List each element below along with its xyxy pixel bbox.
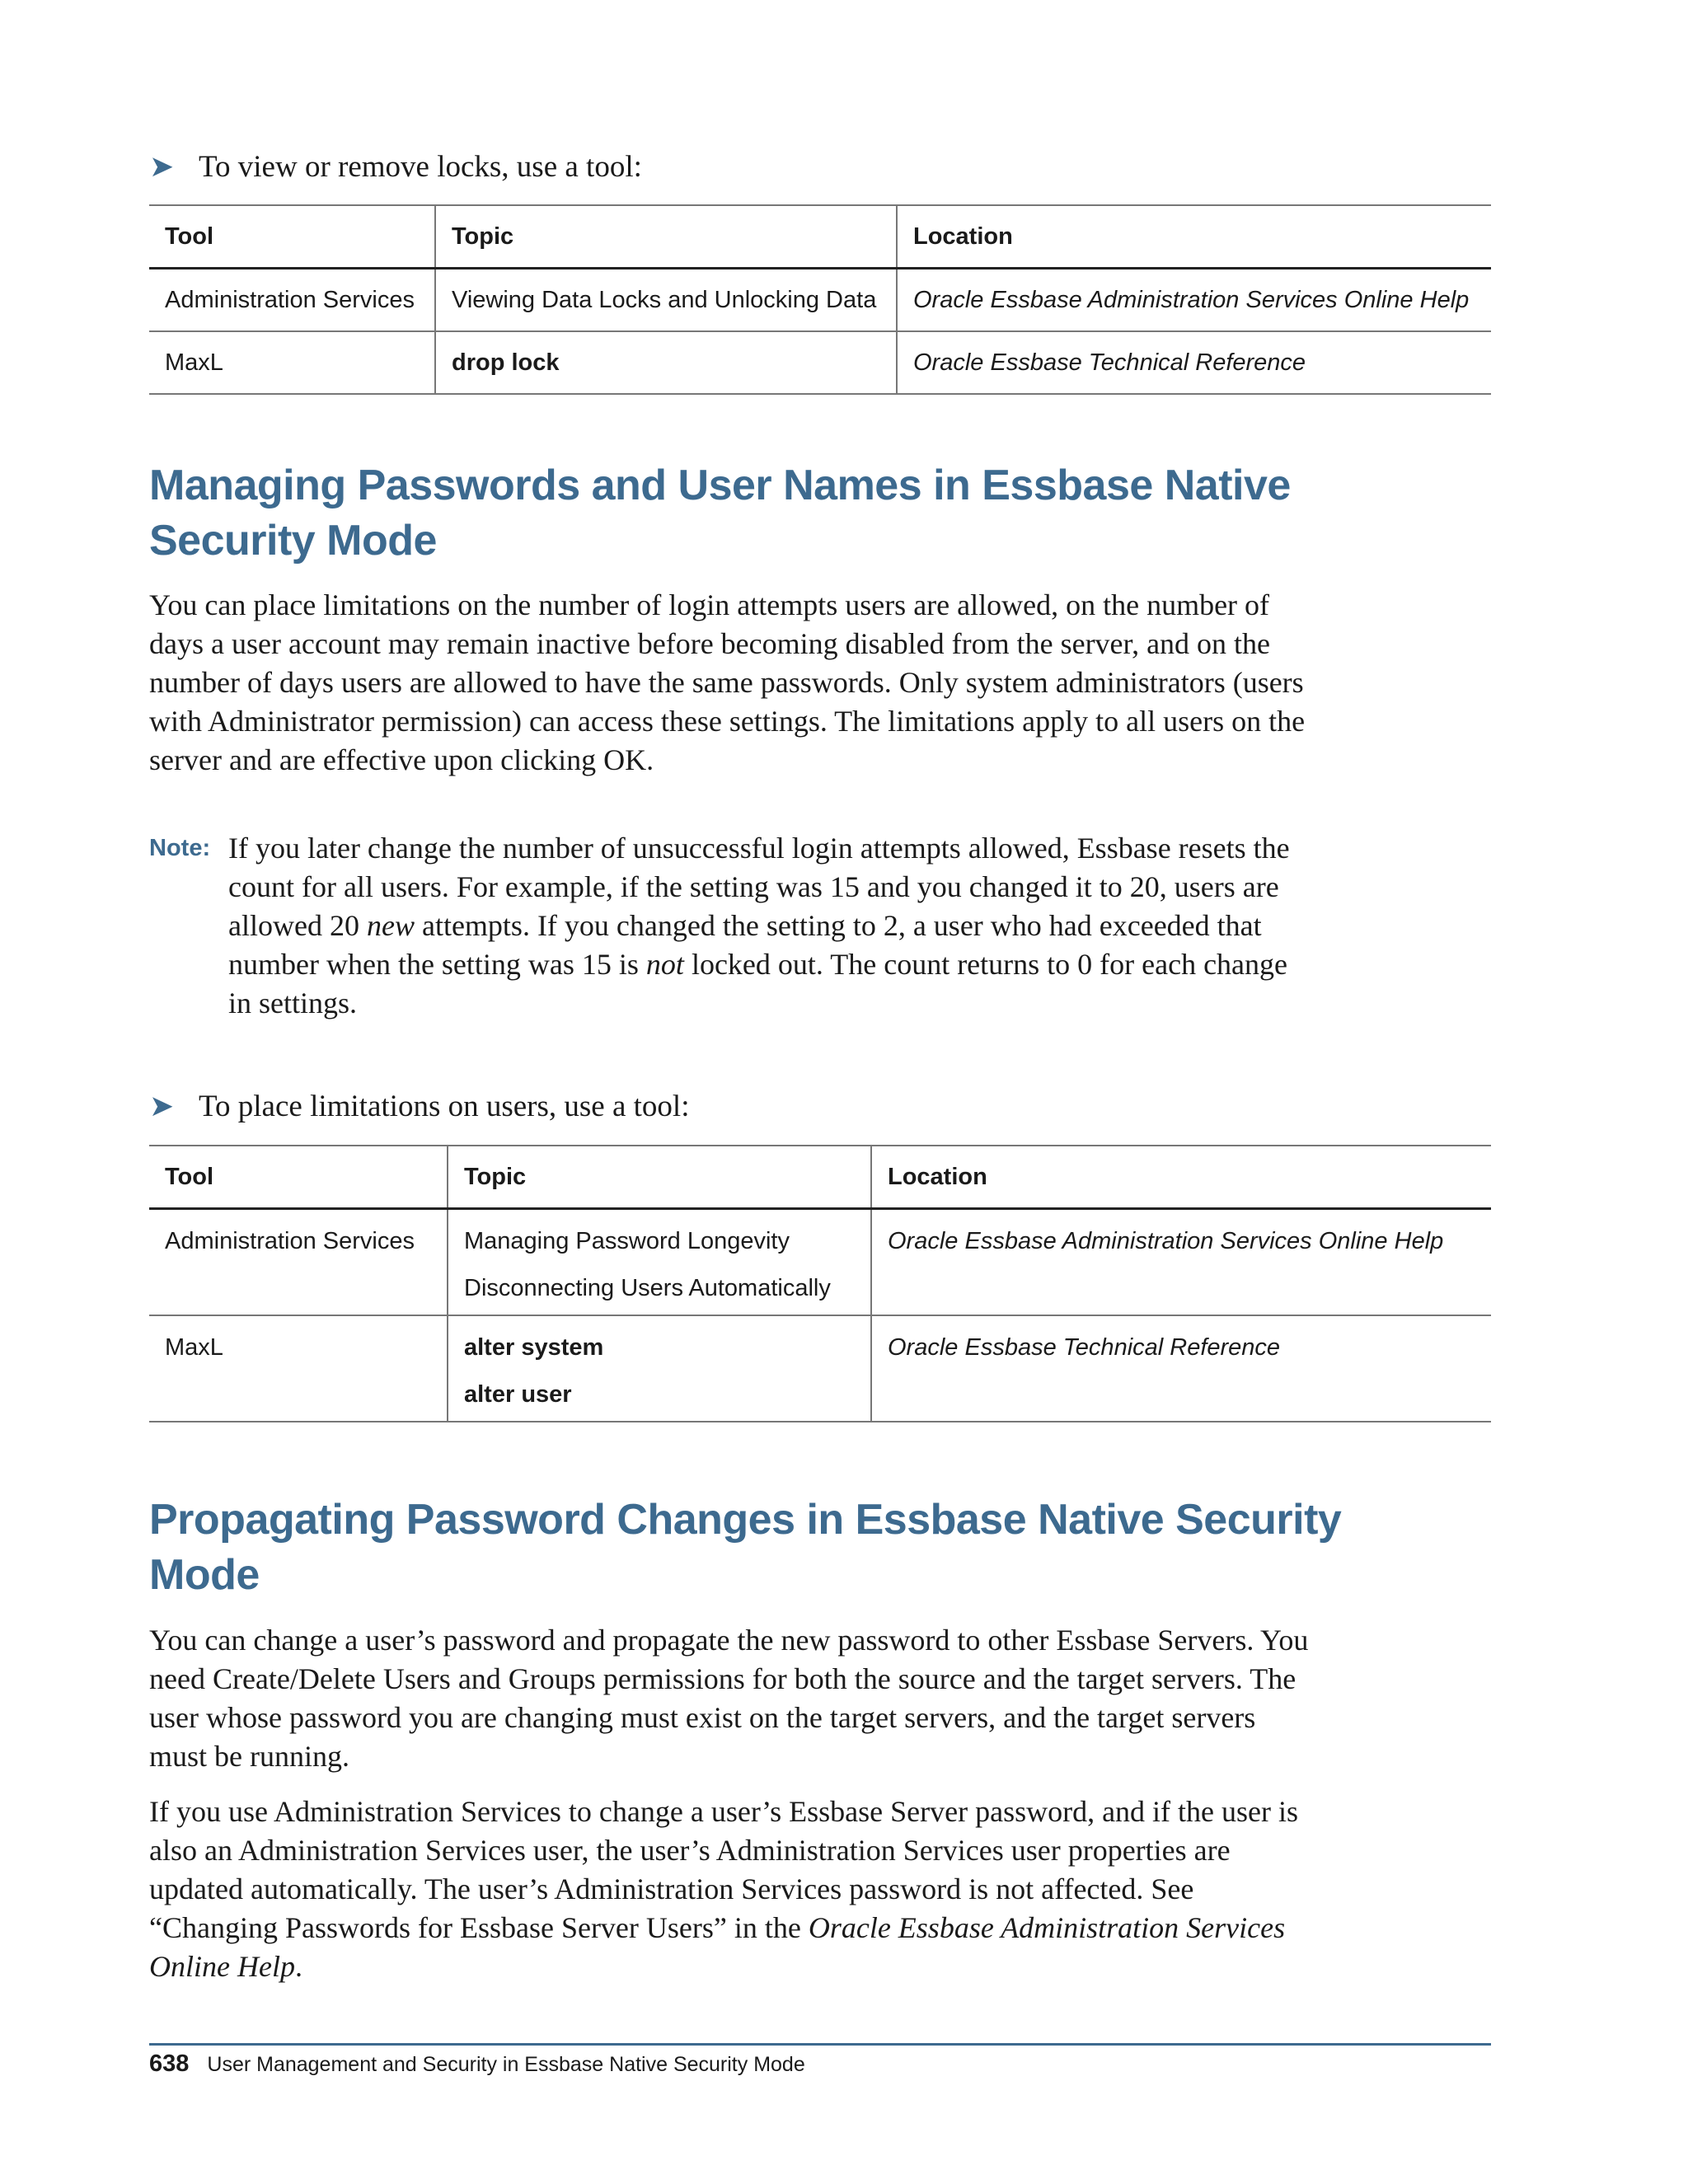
page-number: 638	[149, 2050, 190, 2077]
cell-topic	[448, 1315, 871, 1422]
cell-location	[897, 269, 1491, 332]
maxl-command: drop lock	[452, 349, 560, 376]
cell-tool: Administration Services	[165, 1228, 415, 1254]
limitations-tool-table	[149, 1145, 1491, 1422]
header-tool: Tool	[165, 1163, 214, 1190]
locks-tool-table	[149, 204, 1491, 395]
table-row	[149, 1315, 1491, 1422]
table-row	[149, 331, 1491, 394]
header-topic: Topic	[435, 205, 897, 269]
location-link[interactable]: Oracle Essbase Administration Services Online Help	[913, 286, 1470, 313]
body-paragraph: You can change a user’s password and propagate the new password to other Essbase Servers. You need Create/Delete Users and Groups permissions for both the source and the target servers. The user whose password you are changing must exist on the target servers, and the target servers must be running.	[149, 1624, 1309, 1773]
help-reference[interactable]: Oracle Essbase Administration Services Online Help	[149, 1911, 1286, 1983]
maxl-command: alter user	[464, 1381, 572, 1408]
cell-tool: MaxL	[165, 1334, 223, 1361]
body-paragraph: You can place limitations on the number of login attempts users are allowed, on the number of days a user account may remain inactive before becoming disabled from the server, and on the number of days users are allowed to have the same passwords. Only system administrators (users with Administrator permission) can access these settings. The limitations apply to all users on the server and are effective upon clicking OK.	[149, 588, 1306, 776]
page-footer	[149, 2049, 805, 2079]
header-tool: Tool	[165, 223, 214, 250]
section-heading-propagating-passwords: Propagating Password Changes in Essbase Native Security Mode	[149, 1496, 1342, 1599]
procedure-view-locks	[149, 148, 642, 185]
footer-divider	[149, 2043, 1491, 2046]
topic-item: Disconnecting Users Automatically	[464, 1275, 831, 1301]
cell-tool: Administration Services	[165, 286, 415, 313]
cell-topic: Viewing Data Locks and Unlocking Data	[435, 269, 897, 332]
procedure-arrow-icon: ➤	[149, 1090, 175, 1122]
header-location: Location	[871, 1146, 1491, 1209]
cell-topic	[435, 331, 897, 394]
note-label: Note:	[149, 835, 211, 861]
header-location: Location	[897, 205, 1491, 269]
cell-location	[871, 1315, 1491, 1422]
procedure-arrow-icon: ➤	[149, 150, 175, 183]
cell-topic	[448, 1209, 871, 1316]
table-row	[149, 1209, 1491, 1316]
note-text: If you later change the number of unsuccessful login attempts allowed, Essbase resets the count for all users. For example, if the setting was 15 and you changed it to 20, users are allowed 20 new attempts. If you changed the setting to 2, a user who had exceeded that number when the setting was 15 is not locked out. The count returns to 0 for each change in settings.	[228, 832, 1290, 1019]
maxl-command: alter system	[464, 1334, 604, 1361]
location-link[interactable]: Oracle Essbase Administration Services Online Help	[888, 1228, 1444, 1254]
cell-tool: MaxL	[165, 349, 223, 376]
procedure-place-limitations	[149, 1088, 689, 1125]
note-block	[149, 829, 1311, 1023]
table-header-row	[149, 1146, 1491, 1209]
procedure-text: To view or remove locks, use a tool:	[199, 150, 642, 184]
procedure-text: To place limitations on users, use a tool:	[199, 1090, 690, 1123]
topic-item: Managing Password Longevity	[464, 1228, 790, 1254]
cell-location	[871, 1209, 1491, 1316]
location-link[interactable]: Oracle Essbase Technical Reference	[888, 1334, 1281, 1361]
body-paragraph: If you use Administration Services to change a user’s Essbase Server password, and if the user is also an Administration Services user, the user’s Administration Services user properties are updated automatically. The user’s Administration Services password is not affected. See “Changing Passwords for Essbase Server Users” in the Oracle Essbase Administration Services Online Help.	[149, 1795, 1299, 1983]
cell-location	[897, 331, 1491, 394]
table-row	[149, 269, 1491, 332]
chapter-title: User Management and Security in Essbase Native Security Mode	[207, 2053, 805, 2076]
section-heading-managing-passwords: Managing Passwords and User Names in Essbase Native Security Mode	[149, 462, 1291, 565]
header-topic: Topic	[448, 1146, 871, 1209]
table-header-row	[149, 205, 1491, 269]
location-link[interactable]: Oracle Essbase Technical Reference	[913, 349, 1306, 376]
